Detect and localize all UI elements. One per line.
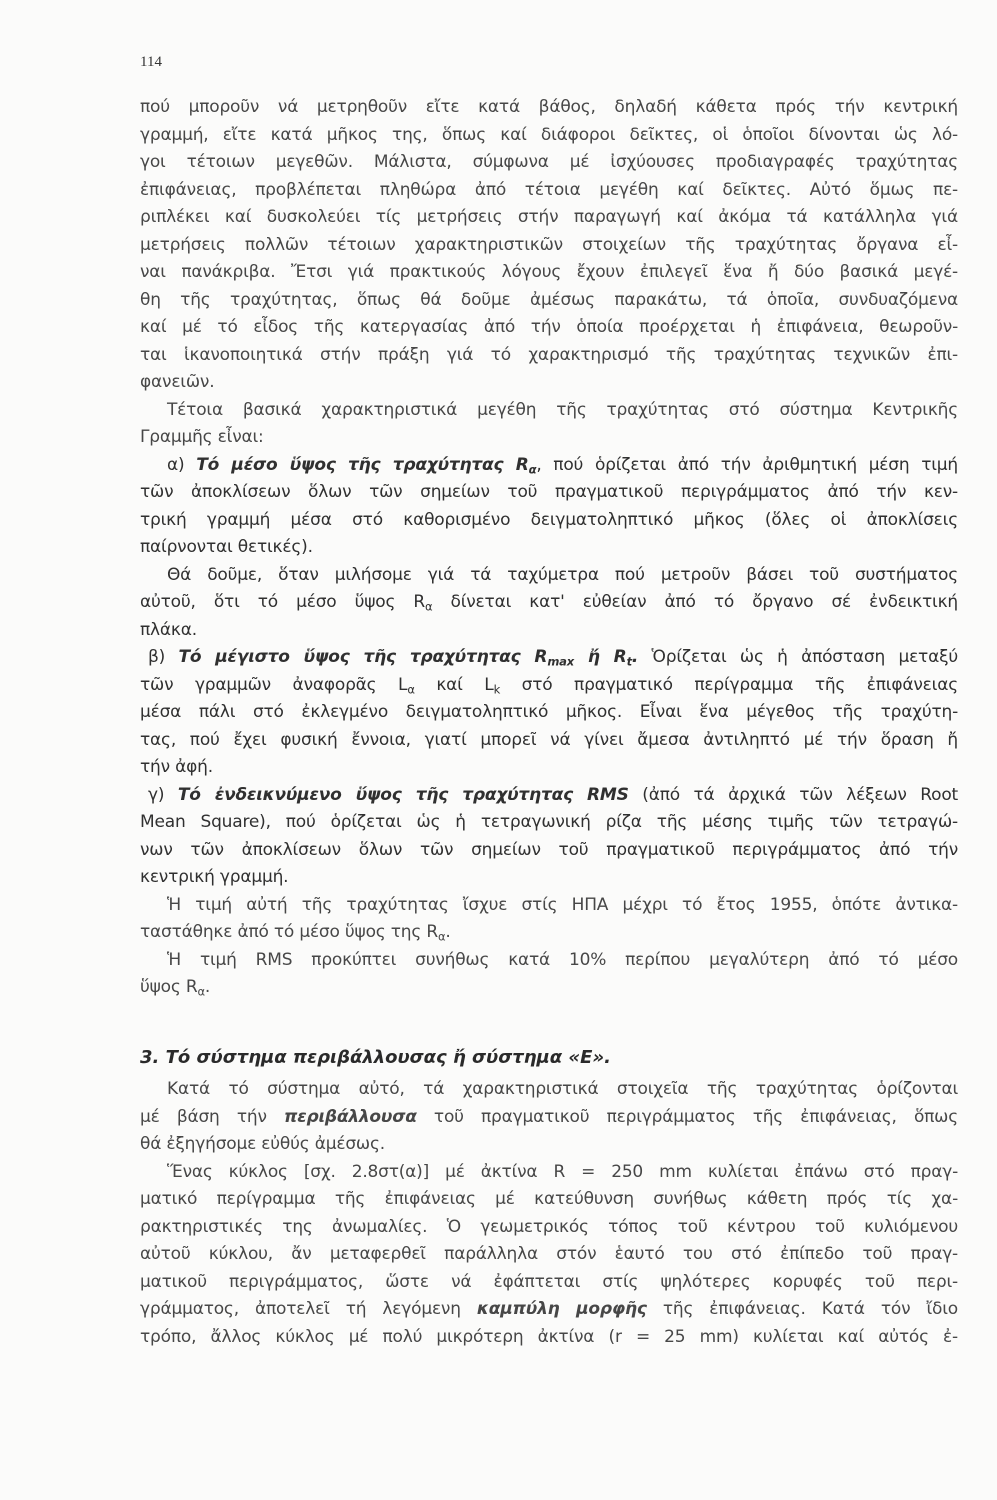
line-text: τοῦ πραγματικοῦ περιγράμματος τῆς ἐπιφάνειας, ὅπως [416, 1106, 958, 1127]
text-line: ριπλέκει καί δυσκολεύει τίς μετρήσεις στήν παραγωγή καί ἀκόμα τά κατάλληλα γιά [140, 207, 958, 227]
subscript: t [626, 654, 632, 669]
bold-term: ἤ R [573, 647, 627, 667]
bold-term: Τό ἐνδεικνύμενο ὕψος τῆς τραχύτητας RMS [177, 784, 629, 805]
item-label: β) [148, 647, 179, 667]
subscript: α [407, 682, 415, 697]
text-line: θά ἐξηγήσομε εὐθύς ἀμέσως. [140, 1134, 385, 1154]
subscript: max [547, 654, 574, 669]
text-line: Κατά τό σύστημα αὐτό, τά χαρακτηριστικά στοιχεῖα τῆς τραχύτητας ὁρίζονται [167, 1079, 958, 1099]
text-line: ναι πανάκριβα. Ἔτσι γιά πρακτικούς λόγους ἔχουν ἐπιλεγεῖ ἕνα ἤ δύο βασικά μεγέ- [140, 262, 958, 282]
line-text: τῶν γραμμῶν ἀναφορᾶς L [140, 674, 408, 695]
text-line: καί μέ τό εἶδος τῆς κατεργασίας ἀπό τήν ὁποία προέρχεται ἡ ἐπιφάνεια, θεωροῦν- [140, 317, 958, 337]
text-line: μετρήσεις πολλῶν τέτοιων χαρακτηριστικῶν στοιχείων τῆς τραχύτητας ὄργανα εἶ- [140, 234, 958, 255]
text-line: πού μποροῦν νά μετρηθοῦν εἴτε κατά βάθος, δηλαδή κάθετα πρός τήν κεντρική [140, 97, 958, 117]
line-text: . [445, 922, 451, 942]
line-text: αὐτοῦ, ὅτι τό μέσο ὕψος R [140, 592, 425, 612]
line-text: (ἀπό τά ἀρχικά τῶν λέξεων Root [628, 784, 958, 805]
text-line: τῶν ἀποκλίσεων ὅλων τῶν σημείων τοῦ πραγματικοῦ περιγράμματος ἀπό τήν κεν- [140, 482, 958, 502]
text-line: Ἡ τιμή RMS προκύπτει συνήθως κατά 10% περίπου μεγαλύτερη ἀπό τό μέσο [167, 949, 958, 970]
text-line: τρική γραμμή μέσα στό καθορισμένο δειγματοληπτικό μῆκος (ὅλες οἱ ἀποκλίσεις [140, 509, 958, 530]
item-label: γ) [148, 784, 178, 805]
line-text: , πού ὁρίζεται ἀπό τήν ἀριθμητική μέση τιμή [536, 454, 958, 475]
text-line: τήν ἀφή. [140, 757, 213, 777]
page-number: 114 [140, 54, 162, 70]
text-line: γοι τέτοιων μεγεθῶν. Μάλιστα, σύμφωνα μέ ἰσχύουσες προδιαγραφές τραχύτητας [140, 152, 958, 172]
line-text: γράμματος, ἀποτελεῖ τή λεγόμενη [140, 1299, 477, 1319]
text-line: Ἕνας κύκλος [σχ. 2.8στ(α)] μέ ἀκτίνα R = 250 mm κυλίεται ἐπάνω στό πραγ- [167, 1161, 958, 1182]
text-line: ρακτηριστικές της ἀνωμαλίες. Ὁ γεωμετρικός τόπος τοῦ κέντρου τοῦ κυλιόμενου [140, 1216, 958, 1237]
line-text: καί L [414, 674, 494, 695]
body-text [140, 94, 958, 1351]
text-line [140, 974, 958, 1002]
subscript: α [424, 599, 433, 614]
text-line: Τέτοια βασικά χαρακτηριστικά μεγέθη τῆς τραχύτητας στό σύστημα Κεντρικῆς [167, 399, 958, 420]
text-line: τας, πού ἔχει φυσική ἔννοια, γιατί μπορεῖ νά γίνει ἄμεσα ἀντιληπτό μέ τήν ὅραση ἤ [140, 729, 958, 750]
bold-term: . [631, 647, 639, 667]
bold-term: Τό μέγιστο ὕψος τῆς τραχύτητας R [178, 647, 548, 667]
item-b-line [140, 644, 958, 672]
text-line [140, 589, 958, 617]
bold-term: καμπύλη μορφῆς [476, 1299, 647, 1319]
line-text: δίνεται κατ' εὐθείαν ἀπό τό ὄργανο σέ ἐνδεικτική [432, 592, 958, 612]
text-line [140, 919, 958, 947]
line-text: μέ βάση τήν [140, 1106, 284, 1127]
line-text: ταστάθηκε ἀπό τό μέσο ὕψος της R [140, 922, 438, 942]
line-text: τῆς ἐπιφάνειας. Κατά τόν ἴδιο [646, 1299, 958, 1319]
text-line: φανειῶν. [140, 372, 215, 392]
item-a-line [140, 452, 958, 480]
text-line: Γραμμῆς εἶναι: [140, 427, 264, 447]
subscript: α [437, 929, 446, 944]
subscript: α [528, 462, 537, 477]
bold-term: Τό μέσο ὕψος τῆς τραχύτητας R [196, 454, 529, 475]
text-line: Ἡ τιμή αὐτή τῆς τραχύτητας ἴσχυε στίς ΗΠΑ μέχρι τό ἔτος 1955, ὁπότε ἀντικα- [167, 894, 958, 915]
text-line: κεντρική γραμμή. [140, 867, 289, 887]
text-line: Θά δοῦμε, ὅταν μιλήσομε γιά τά ταχύμετρα πού μετροῦν βάσει τοῦ συστήματος [167, 564, 958, 585]
text-line: ται ἱκανοποιητικά στήν πράξη γιά τό χαρακτηρισμό τῆς τραχύτητας τεχνικῶν ἐπι- [140, 344, 958, 365]
text-line: ματικό περίγραμμα τῆς ἐπιφάνειας μέ κατεύθυνση συνήθως κάθετη πρός τίς χα- [140, 1189, 958, 1209]
text-line: αὐτοῦ κύκλου, ἄν μεταφερθεῖ παράλληλα στόν ἑαυτό του στό ἐπίπεδο τοῦ πραγ- [140, 1244, 958, 1264]
text-line: ματικοῦ περιγράμματος, ὥστε νά ἐφάπτεται στίς ψηλότερες κορυφές τοῦ περι- [140, 1271, 958, 1292]
subscript: α [197, 984, 205, 999]
line-text: ὕψος R [140, 977, 198, 997]
item-label: α) [167, 454, 197, 475]
line-text: . [204, 977, 211, 997]
text-line: ἐπιφάνειας, προβλέπεται πληθώρα ἀπό τέτοια μεγέθη καί δεῖκτες. Αὐτό ὅμως πε- [140, 179, 958, 200]
text-line [140, 1104, 958, 1132]
text-line: μέσα πάλι στό ἐκλεγμένο δειγματοληπτικό μῆκος. Εἶναι ἕνα μέγεθος τῆς τραχύτη- [140, 702, 958, 722]
text-line: νων τῶν ἀποκλίσεων ὅλων τῶν σημείων τοῦ πραγματικοῦ περιγράμματος ἀπό τήν [140, 839, 958, 860]
text-line: τρόπο, ἄλλος κύκλος μέ πολύ μικρότερη ἀκτίνα (r = 25 mm) κυλίεται καί αὐτός ἐ- [140, 1326, 958, 1347]
text-line: παίρνονται θετικές). [140, 537, 313, 557]
text-line [140, 672, 958, 700]
line-text: στό πραγματικό περίγραμμα τῆς ἐπιφάνειας [500, 674, 959, 695]
text-line: γραμμή, εἴτε κατά μῆκος της, ὅπως καί διάφοροι δεῖκτες, οἱ ὁποῖοι δίνονται ὡς λό- [140, 124, 958, 145]
subscript: k [493, 682, 501, 697]
text-line [140, 1296, 958, 1324]
bold-term: περιβάλλουσα [283, 1106, 417, 1127]
text-line: θη τῆς τραχύτητας, ὅπως θά δοῦμε ἀμέσως παρακάτω, τά ὁποῖα, συνδυαζόμενα [140, 289, 958, 310]
text-line: πλάκα. [140, 619, 197, 640]
line-text: Ὁρίζεται ὡς ἡ ἀπόσταση μεταξύ [638, 647, 959, 667]
text-line: Mean Square), πού ὁρίζεται ὡς ἡ τετραγωνική ρίζα τῆς μέσης τιμῆς τῶν τετραγώ- [140, 812, 958, 832]
item-c-line [140, 782, 958, 810]
section-heading: 3. Τό σύστημα περιβάλλουσας ἤ σύστημα «Ε». [140, 1047, 611, 1068]
